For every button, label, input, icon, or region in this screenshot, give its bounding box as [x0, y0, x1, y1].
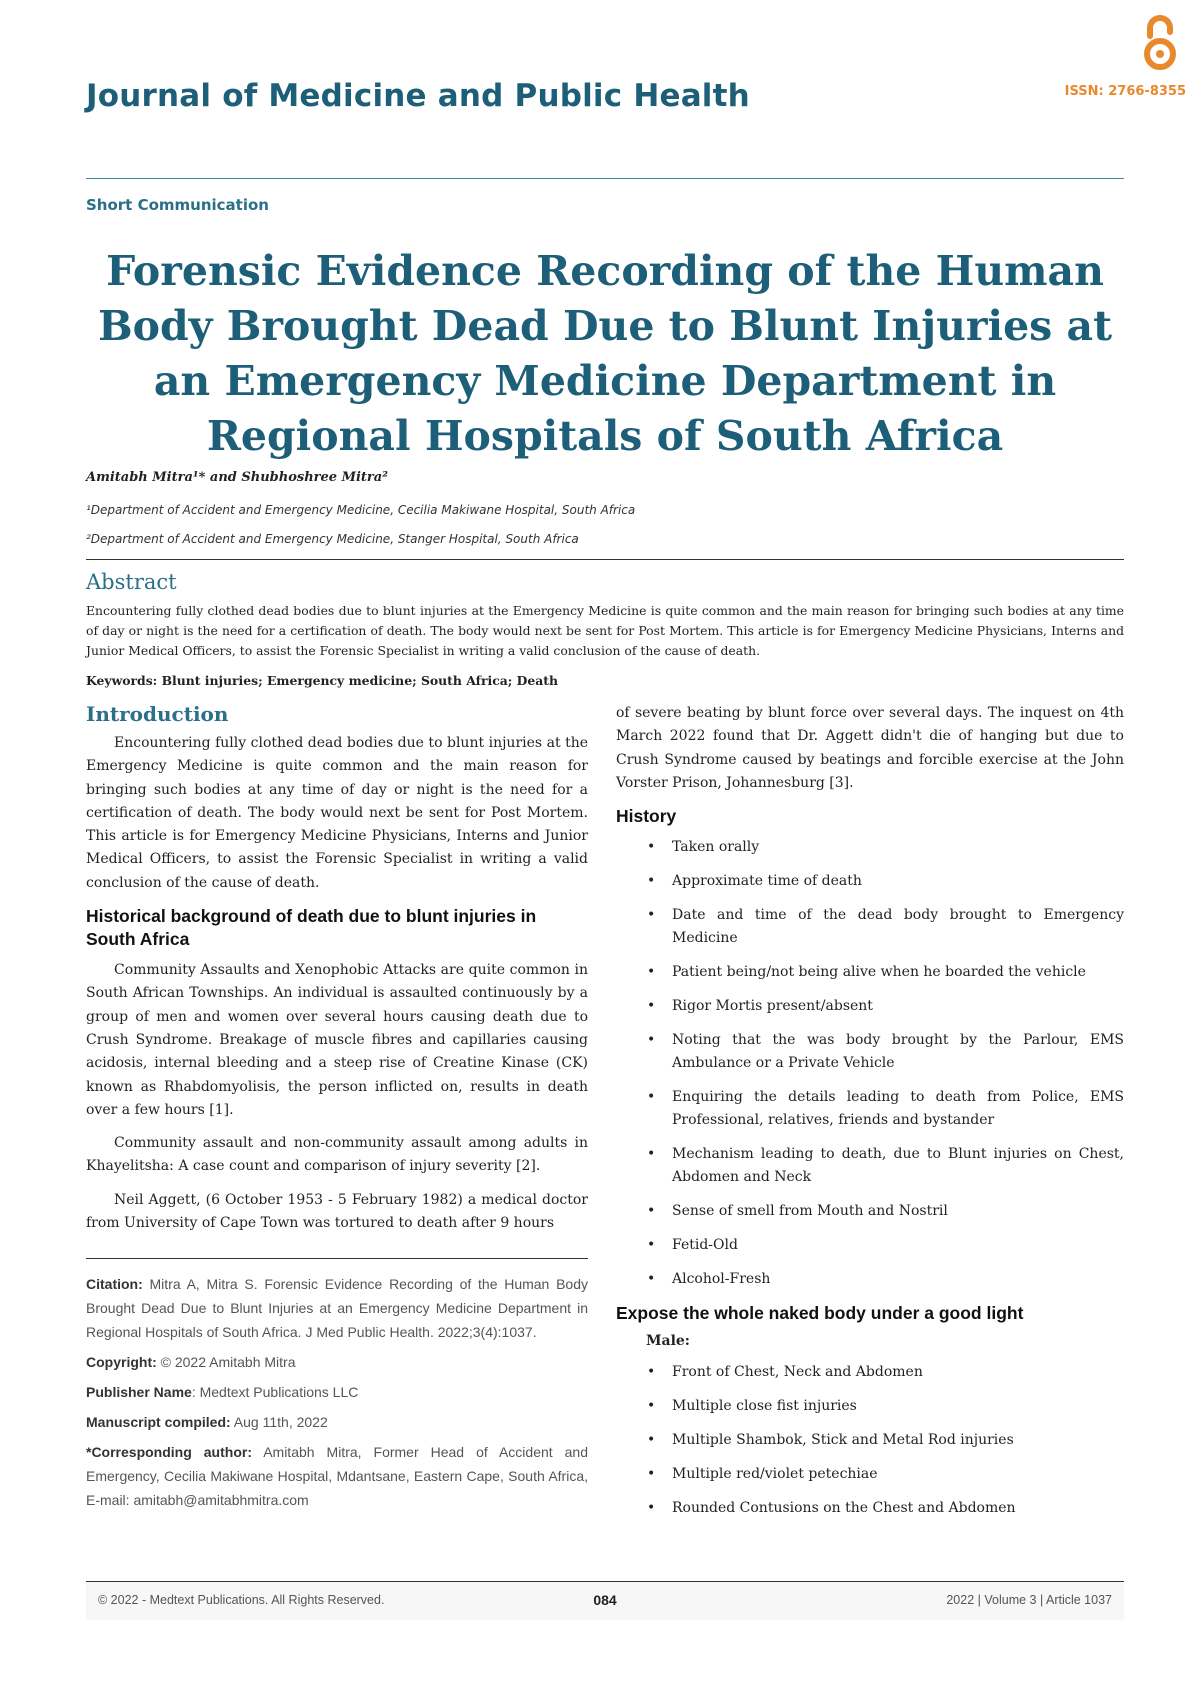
introduction-heading: Introduction: [86, 702, 229, 726]
header-divider: [86, 178, 1124, 179]
copyright: Copyright: © 2022 Amitabh Mitra: [86, 1354, 296, 1370]
citation: Citation: Mitra A, Mitra S. Forensic Evidence Recording of the Human Body Brought Dead Due to Blunt Injuries at an Emergency Medicine Department in Regional Hospitals of South Africa. J Med Public Health. 2022;3(4):1037.: [86, 1276, 588, 1340]
historical-background-heading: Historical background of death due to blunt injuries in South Africa: [86, 906, 537, 950]
abstract-heading: Abstract: [86, 570, 177, 594]
journal-title: Journal of Medicine and Public Health: [86, 78, 750, 114]
historical-paragraph-3: Neil Aggett, (6 October 1953 - 5 February 1982) a medical doctor from University of Cape Town was tortured to death after 9 hours: [86, 1191, 588, 1232]
history-heading: History: [616, 806, 677, 827]
affiliation-divider: [86, 559, 1124, 560]
publisher: Publisher Name: Medtext Publications LLC: [86, 1384, 359, 1400]
abstract-text: Encountering fully clothed dead bodies due to blunt injuries at the Emergency Medicine is quite common and the main reason for bringing such bodies at any time of day or night is the need for a certification of death. The body would next be sent for Post Mortem. This article is for Emergency Medicine Physicians, Interns and Junior Medical Officers, to assist the Forensic Specialist in writing a valid conclusion of the cause of death.: [86, 603, 1124, 658]
list-item: • Fetid-Old: [647, 1237, 738, 1254]
male-subheading: Male:: [646, 1333, 690, 1350]
list-item: • Approximate time of death: [647, 873, 862, 890]
list-item: • Rigor Mortis present/absent: [647, 998, 873, 1015]
historical-paragraph-2: Community assault and non-community assault among adults in Khayelitsha: A case count and comparison of injury severity [2].: [86, 1135, 588, 1175]
left-column: [86, 702, 588, 1245]
article-type: Short Communication: [86, 196, 269, 214]
manuscript-compiled: Manuscript compiled: Aug 11th, 2022: [86, 1414, 328, 1430]
history-list: [616, 836, 1124, 1291]
issn: ISSN: 2766-8355: [1064, 84, 1186, 99]
list-item: • Mechanism leading to death, due to Blunt injuries on Chest, Abdomen and Neck: [647, 1146, 1124, 1186]
list-item: • Multiple close fist injuries: [647, 1398, 857, 1415]
footer-volume: 2022 | Volume 3 | Article 1037: [946, 1593, 1112, 1607]
historical-paragraph-1: Community Assaults and Xenophobic Attacks are quite common in South African Townships. An individual is assaulted continuously by a group of men and women over several hours causing death due to Crush Syndrome. Breakage of muscle fibres and capillaries causing acidosis, internal bleeding and a steep rise of Creatine Kinase (CK) known as Rhabdomyolisis, the person inflicted on, results in death over a few hours [1].: [86, 962, 588, 1118]
right-column: [616, 702, 1124, 1531]
list-item: • Sense of smell from Mouth and Nostril: [647, 1203, 948, 1220]
list-item: • Multiple red/violet petechiae: [647, 1466, 878, 1483]
list-item: • Enquiring the details leading to death from Police, EMS Professional, relatives, friends and bystander: [647, 1089, 1124, 1129]
list-item: • Rounded Contusions on the Chest and Abdomen: [647, 1500, 1016, 1517]
list-item: • Patient being/not being alive when he boarded the vehicle: [647, 964, 1086, 981]
list-item: • Front of Chest, Neck and Abdomen: [647, 1364, 923, 1381]
open-access-icon: [1140, 14, 1180, 72]
footer-copyright: © 2022 - Medtext Publications. All Rights Reserved.: [98, 1593, 385, 1607]
introduction-paragraph: Encountering fully clothed dead bodies due to blunt injuries at the Emergency Medicine is quite common and the main reason for bringing such bodies at any time of day or night is the need for a certification of death. The body would next be sent for Post Mortem. This article is for Emergency Medicine Physicians, Interns and Junior Medical Officers, to assist the Forensic Specialist in writing a valid conclusion of the cause of death.: [86, 735, 588, 891]
continued-paragraph: of severe beating by blunt force over several days. The inquest on 4th March 2022 found that Dr. Aggett didn't die of hanging but due to Crush Syndrome caused by beatings and forcible exercise at the John Vorster Prison, Johannesburg [3].: [616, 705, 1124, 791]
article-title: Forensic Evidence Recording of the Human Body Brought Dead Due to Blunt Injuries at an Emergency Medicine Department in Regional Hospitals of South Africa: [97, 247, 1113, 460]
page-footer: [86, 1581, 1124, 1620]
citation-block: [86, 1272, 588, 1518]
list-item: • Alcohol-Fresh: [647, 1271, 771, 1288]
affiliation-2: ²Department of Accident and Emergency Medicine, Stanger Hospital, South Africa: [86, 532, 579, 546]
list-item: • Noting that the was body brought by the Parlour, EMS Ambulance or a Private Vehicle: [647, 1032, 1124, 1072]
male-list: [616, 1361, 1124, 1520]
expose-body-heading: Expose the whole naked body under a good light: [616, 1303, 1024, 1324]
list-item: • Taken orally: [647, 839, 760, 856]
corresponding-author: *Corresponding author: Amitabh Mitra, Former Head of Accident and Emergency, Cecilia Makiwane Hospital, Mdantsane, Eastern Cape, South Africa, E-mail: amitabh@amitabhmitra.com: [86, 1444, 588, 1508]
authors: Amitabh Mitra¹* and Shubhoshree Mitra²: [86, 470, 388, 485]
list-item: • Multiple Shambok, Stick and Metal Rod injuries: [647, 1432, 1014, 1449]
citation-divider: [86, 1258, 588, 1259]
page-number: 084: [593, 1592, 617, 1608]
keywords: Keywords: Blunt injuries; Emergency medicine; South Africa; Death: [86, 673, 559, 688]
affiliation-1: ¹Department of Accident and Emergency Medicine, Cecilia Makiwane Hospital, South Africa: [86, 503, 636, 517]
list-item: • Date and time of the dead body brought to Emergency Medicine: [647, 907, 1124, 947]
